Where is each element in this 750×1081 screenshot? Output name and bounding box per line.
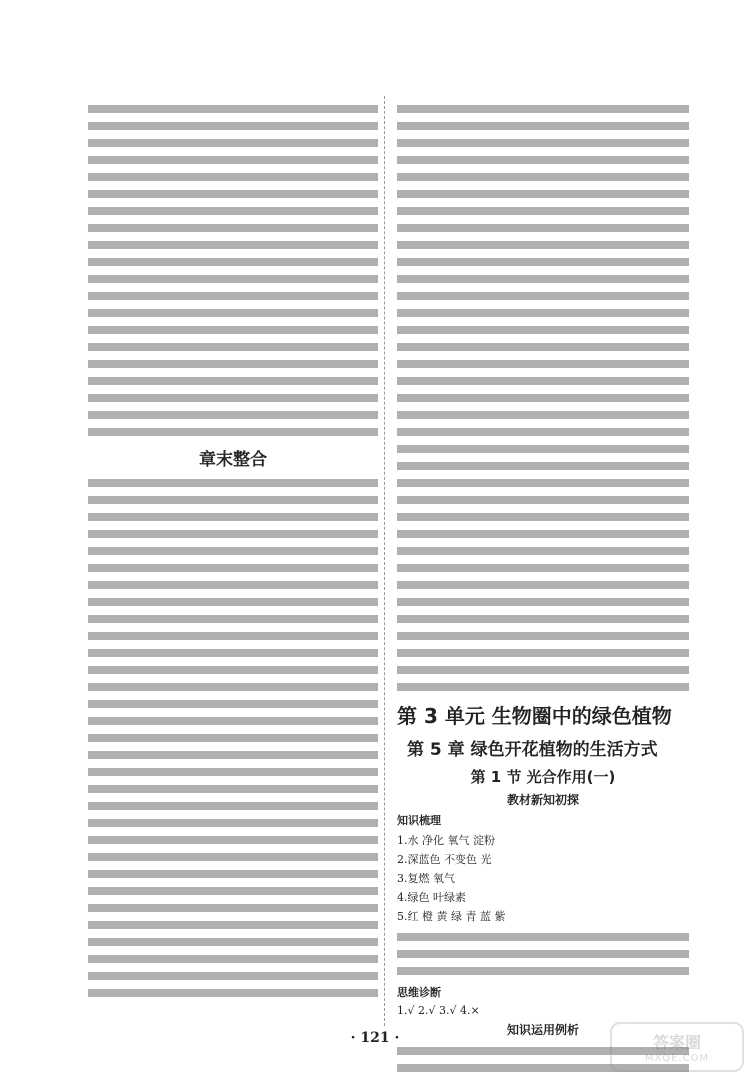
right-text-block-top — [397, 105, 689, 691]
subheading-new-knowledge: 教材新知初探 — [506, 793, 579, 807]
right-column — [397, 96, 689, 1081]
watermark-domain-text: MXQE.COM — [644, 1053, 710, 1064]
knowledge-row: 1.水 净化 氧气 淀粉 — [397, 834, 495, 847]
section-title: 第 1 节 光合作用(一) — [470, 768, 616, 786]
knowledge-row: 3.复燃 氧气 — [397, 872, 455, 885]
column-divider — [384, 96, 385, 1026]
diagnosis-label: 思维诊断 — [397, 986, 441, 999]
diagnosis-answers: 1.√ 2.√ 3.√ 4.× — [397, 1004, 480, 1017]
knowledge-row: 5.红 橙 黄 绿 青 蓝 紫 — [397, 910, 506, 923]
subheading-application: 知识运用例析 — [506, 1023, 579, 1037]
chapter-title: 第 5 章 绿色开花植物的生活方式 — [407, 740, 658, 760]
watermark-logo — [610, 1022, 744, 1072]
left-text-block-bottom — [88, 479, 378, 997]
left-column — [88, 96, 378, 1006]
page-number: · 121 · — [350, 1030, 400, 1046]
think-text-block — [397, 933, 689, 975]
watermark-main-text: 答案圈 — [652, 1033, 701, 1052]
unit-title: 第 3 单元 生物圈中的绿色植物 — [397, 704, 672, 728]
knowledge-row: 2.深蓝色 不变色 光 — [397, 853, 492, 866]
left-text-block-top — [88, 105, 378, 436]
knowledge-row: 4.绿色 叶绿素 — [397, 891, 466, 904]
chapter-summary-heading: 章末整合 — [199, 450, 267, 470]
knowledge-label: 知识梳理 — [397, 814, 441, 827]
